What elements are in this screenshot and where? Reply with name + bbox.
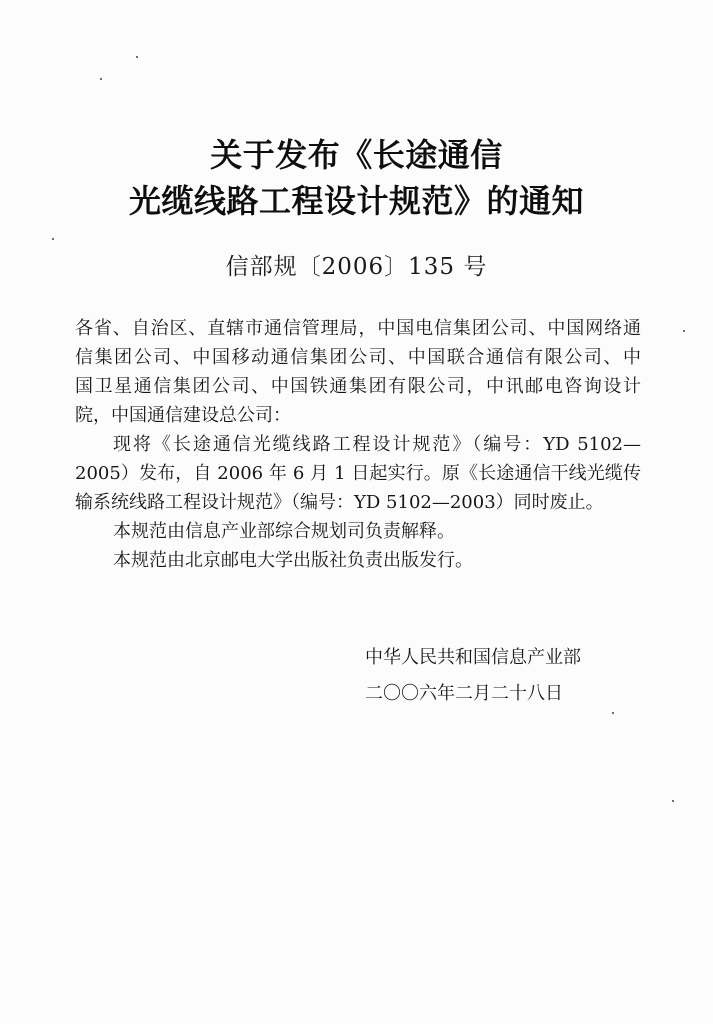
scan-speck bbox=[136, 56, 138, 58]
signature-block bbox=[365, 640, 625, 712]
paragraph-interpretation bbox=[75, 517, 641, 546]
issuer-name: 中华人民共和国信息产业部 bbox=[365, 647, 581, 668]
scan-speck bbox=[52, 238, 54, 240]
issue-date: 二〇〇六年二月二十八日 bbox=[365, 683, 563, 704]
paragraph-line: 本规范由信息产业部综合规划司负责解释。 bbox=[113, 521, 455, 542]
recipients-line: 各省、自治区、直辖市通信管理局，中国电信集团公司、中国网络通 bbox=[75, 318, 641, 339]
recipients-line: 院，中国通信建设总公司： bbox=[75, 405, 291, 426]
title-line-1: 关于发布《长途通信 bbox=[210, 136, 503, 174]
recipients-line: 国卫星通信集团公司、中国铁通集团有限公司，中讯邮电咨询设计 bbox=[75, 376, 641, 397]
paragraph-line: 本规范由北京邮电大学出版社负责出版发行。 bbox=[113, 550, 473, 571]
recipients-block bbox=[75, 314, 641, 430]
document-number: 信部规〔2006〕135 号 bbox=[225, 254, 488, 280]
paragraph-release bbox=[75, 430, 641, 517]
title-line-2: 光缆线路工程设计规范》的通知 bbox=[128, 182, 584, 220]
scan-speck bbox=[612, 712, 614, 714]
paragraph-line: 输系统线路工程设计规范》（编号：YD 5102—2003）同时废止。 bbox=[75, 492, 604, 513]
scan-speck bbox=[672, 800, 674, 802]
paragraph-line: 现将《长途通信光缆线路工程设计规范》（编号：YD 5102— bbox=[113, 434, 641, 455]
recipients-line: 信集团公司、中国移动通信集团公司、中国联合通信有限公司、中 bbox=[75, 347, 641, 368]
scan-speck bbox=[683, 330, 685, 332]
paragraph-line: 2005）发布，自 2006 年 6 月 1 日起实行。原《长途通信干线光缆传 bbox=[75, 463, 641, 484]
notice-body bbox=[75, 314, 641, 575]
scan-speck bbox=[100, 78, 102, 80]
notice-title bbox=[0, 132, 713, 224]
paragraph-publication bbox=[75, 546, 641, 575]
